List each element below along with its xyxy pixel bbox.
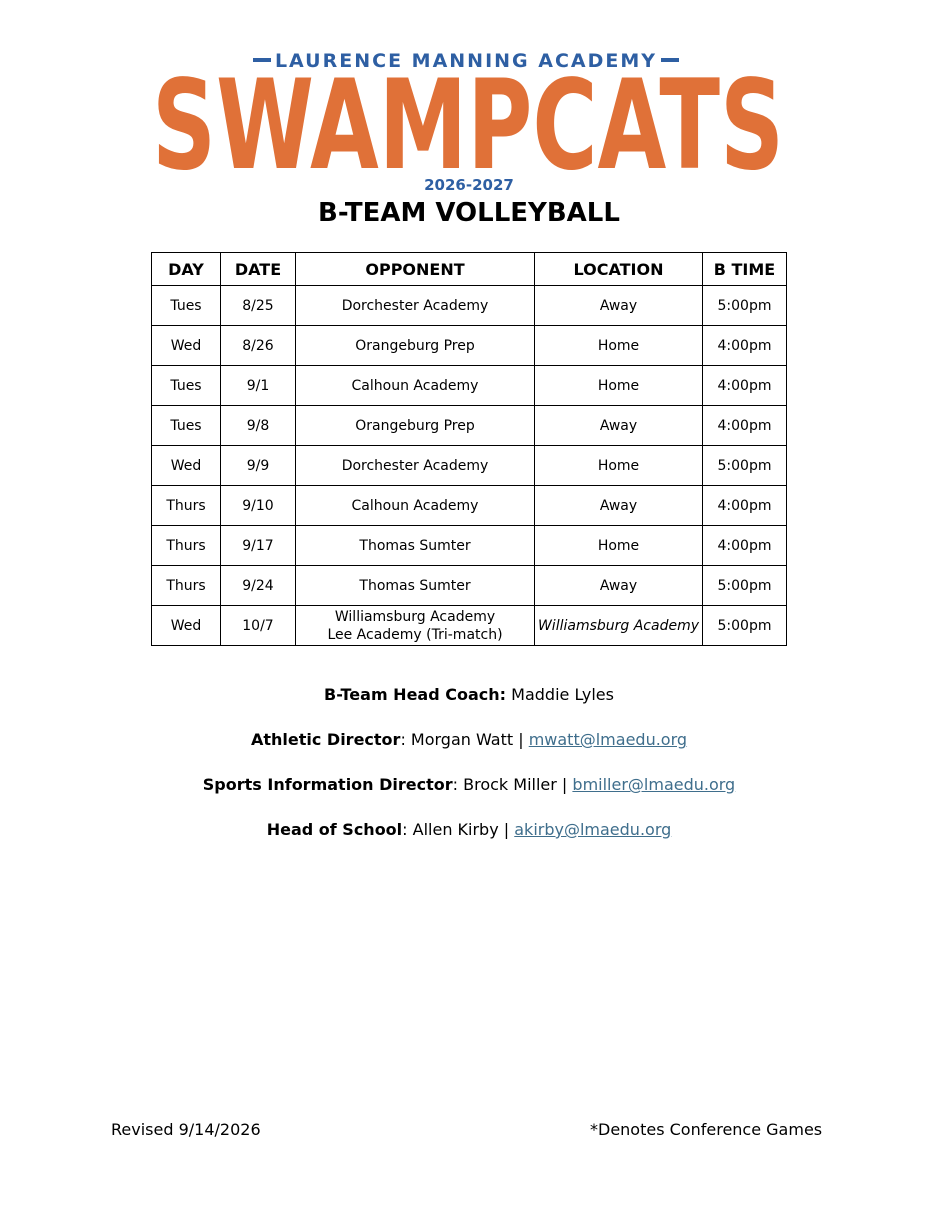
column-header-location: LOCATION (535, 253, 703, 286)
time-cell: 5:00pm (703, 566, 787, 606)
opponent-cell: Thomas Sumter (296, 526, 535, 566)
table-row (152, 566, 787, 606)
column-header-time: B TIME (703, 253, 787, 286)
opponent-line-2: Lee Academy (Tri-match) (327, 626, 503, 643)
day-cell: Wed (152, 606, 221, 646)
sports-info-director-label: Sports Information Director (202, 775, 453, 794)
date-cell: 8/25 (221, 286, 296, 326)
day-cell: Thurs (152, 526, 221, 566)
table-row (152, 286, 787, 326)
head-of-school-line (0, 819, 932, 864)
table-row (152, 606, 787, 646)
athletic-director-label: Athletic Director (250, 730, 401, 749)
table-row (152, 526, 787, 566)
location-cell: Away (535, 286, 703, 326)
column-header-date: DATE (221, 253, 296, 286)
time-cell: 5:00pm (703, 286, 787, 326)
time-cell: 4:00pm (703, 326, 787, 366)
column-header-day: DAY (152, 253, 221, 286)
head-of-school-label: Head of School (266, 820, 403, 839)
location-cell: Away (535, 486, 703, 526)
opponent-line-1: Williamsburg Academy (334, 608, 496, 625)
table-row (152, 486, 787, 526)
page-title: B-TEAM VOLLEYBALL (318, 198, 620, 228)
day-cell: Wed (152, 446, 221, 486)
date-cell: 9/9 (221, 446, 296, 486)
opponent-cell: Calhoun Academy (296, 486, 535, 526)
swampcats-logo (150, 52, 786, 178)
revised-date: Revised 9/14/2026 (111, 1120, 261, 1139)
head-of-school-name: : Allen Kirby | (402, 820, 515, 839)
head-of-school-email-link[interactable]: akirby@lmaedu.org (514, 820, 672, 839)
conference-games-note: *Denotes Conference Games (590, 1120, 823, 1139)
opponent-cell: Calhoun Academy (296, 366, 535, 406)
opponent-cell: Dorchester Academy (296, 286, 535, 326)
table-row (152, 406, 787, 446)
day-cell: Tues (152, 366, 221, 406)
time-cell: 4:00pm (703, 526, 787, 566)
opponent-cell: Dorchester Academy (296, 446, 535, 486)
coach-line (0, 684, 932, 729)
location-cell: Away (535, 566, 703, 606)
day-cell: Tues (152, 406, 221, 446)
location-cell: Home (535, 366, 703, 406)
athletic-director-line (0, 729, 932, 774)
day-cell: Thurs (152, 566, 221, 606)
season-label: 2026-2027 (424, 176, 514, 194)
day-cell: Wed (152, 326, 221, 366)
mascot-wordmark: SWAMPCATS (152, 54, 784, 178)
athletic-director-email-link[interactable]: mwatt@lmaedu.org (528, 730, 688, 749)
opponent-cell: Orangeburg Prep (296, 406, 535, 446)
time-cell: 4:00pm (703, 366, 787, 406)
schedule-table (151, 252, 787, 646)
location-cell: Away (535, 406, 703, 446)
date-cell: 8/26 (221, 326, 296, 366)
table-header-row (152, 253, 787, 286)
date-cell: 9/1 (221, 366, 296, 406)
day-cell: Tues (152, 286, 221, 326)
opponent-cell: Orangeburg Prep (296, 326, 535, 366)
time-cell: 4:00pm (703, 406, 787, 446)
school-name: LAURENCE MANNING ACADEMY (274, 50, 658, 72)
location-cell: Home (535, 446, 703, 486)
time-cell: 4:00pm (703, 486, 787, 526)
table-row (152, 366, 787, 406)
opponent-cell: Thomas Sumter (296, 566, 535, 606)
date-cell: 9/24 (221, 566, 296, 606)
coach-label: B-Team Head Coach: (324, 685, 507, 704)
day-cell: Thurs (152, 486, 221, 526)
table-row (152, 446, 787, 486)
column-header-opponent: OPPONENT (296, 253, 535, 286)
table-row (152, 326, 787, 366)
date-cell: 9/17 (221, 526, 296, 566)
location-cell: Williamsburg Academy (535, 606, 703, 646)
contacts-section (0, 684, 932, 864)
opponent-cell (296, 606, 535, 646)
date-cell: 9/8 (221, 406, 296, 446)
sports-info-director-email-link[interactable]: bmiller@lmaedu.org (572, 775, 736, 794)
time-cell: 5:00pm (703, 606, 787, 646)
date-cell: 9/10 (221, 486, 296, 526)
sports-info-director-line (0, 774, 932, 819)
athletic-director-name: : Morgan Watt | (400, 730, 529, 749)
coach-name: Maddie Lyles (511, 685, 614, 704)
date-cell: 10/7 (221, 606, 296, 646)
location-cell: Home (535, 326, 703, 366)
sports-info-director-name: : Brock Miller | (452, 775, 573, 794)
location-cell: Home (535, 526, 703, 566)
time-cell: 5:00pm (703, 446, 787, 486)
